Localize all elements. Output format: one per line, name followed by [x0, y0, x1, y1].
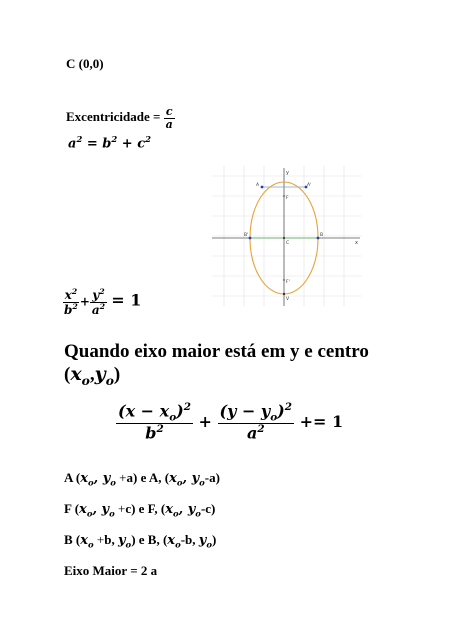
- point-b: [317, 237, 320, 240]
- exp: 2: [99, 301, 106, 311]
- label-f: F: [286, 196, 289, 201]
- sep: ,: [182, 471, 192, 486]
- label-c: C: [286, 241, 290, 246]
- sep: ,: [92, 502, 102, 517]
- text: -c): [200, 501, 216, 516]
- exp: 2: [111, 134, 118, 144]
- plus: +: [114, 501, 126, 516]
- var-x: x: [167, 533, 176, 548]
- text: c) e F, (: [125, 501, 166, 516]
- exp: 2: [71, 287, 78, 296]
- var-x: x: [70, 363, 82, 385]
- label-a: A: [256, 183, 260, 188]
- exp: 2: [72, 301, 78, 311]
- paren: ): [113, 364, 121, 385]
- sub-o: o: [169, 411, 177, 424]
- text: -b,: [180, 532, 199, 547]
- sub-o: o: [88, 477, 94, 488]
- var-x: x: [79, 502, 87, 517]
- fraction-x: [116, 402, 193, 443]
- sep: ,: [178, 502, 188, 517]
- frac-num: [90, 288, 106, 303]
- var-y: y: [94, 363, 106, 385]
- frac-num: [116, 402, 193, 424]
- section-heading: [64, 340, 369, 392]
- focus-bottom: [283, 279, 285, 281]
- points-a: [64, 470, 220, 488]
- paren: ): [277, 401, 285, 421]
- eccentricity-fraction: [164, 106, 175, 130]
- eccentricity-label: Excentricidade =: [66, 109, 161, 125]
- eq-sign: =: [86, 136, 98, 152]
- sub-o: o: [105, 372, 114, 388]
- var-b: b: [145, 423, 157, 443]
- ellipse-graph: [212, 166, 362, 306]
- text: ): [211, 532, 217, 547]
- frac-den: [90, 303, 107, 317]
- var-y: y: [117, 533, 126, 548]
- heading-line1: Quando eixo maior está em y e centro: [64, 341, 369, 362]
- exp: 2: [145, 134, 152, 144]
- var-y: y: [187, 502, 196, 517]
- plus-sign: +: [79, 294, 90, 309]
- plus-sign: +: [121, 136, 133, 152]
- sub-o: o: [270, 411, 278, 424]
- exp: 2: [76, 134, 83, 144]
- sub-o: o: [125, 539, 132, 550]
- sub-o: o: [109, 508, 115, 519]
- label-f-prime: F': [286, 280, 290, 285]
- y-axis-label: y: [286, 170, 289, 176]
- exp: 2: [99, 287, 105, 296]
- frac-den: [143, 424, 165, 442]
- frac-num: [218, 402, 294, 424]
- fraction-y: [218, 402, 294, 443]
- num-x: (x − x: [118, 401, 170, 421]
- var-y: y: [198, 533, 207, 548]
- var-a: a: [68, 136, 77, 152]
- sub-o: o: [88, 539, 94, 550]
- var-a: a: [91, 302, 100, 317]
- sub-o: o: [173, 508, 179, 519]
- text: A (: [64, 470, 81, 485]
- exp: 2: [284, 401, 292, 413]
- fraction-x-b: [62, 288, 80, 316]
- var-y: y: [92, 288, 100, 302]
- points-b: [64, 532, 216, 550]
- var-x: x: [80, 533, 89, 548]
- center-text: C (0,0): [66, 56, 104, 71]
- sub-o: o: [176, 477, 183, 488]
- origin: [283, 237, 285, 239]
- text: B (: [64, 532, 81, 547]
- paren: (: [64, 364, 71, 385]
- frac-den: [62, 303, 80, 317]
- exp: 2: [156, 423, 164, 436]
- frac-den: [245, 424, 267, 442]
- focus-top: [283, 195, 285, 197]
- var-c: c: [137, 136, 146, 152]
- plus: +: [115, 470, 127, 485]
- num-y: (y − y: [219, 401, 271, 421]
- var-x: x: [165, 502, 174, 517]
- text: a) e A, (: [126, 470, 170, 485]
- sub-o: o: [81, 372, 90, 388]
- sub-o: o: [86, 508, 93, 519]
- label-b: B: [320, 233, 324, 238]
- var-x: x: [169, 471, 177, 486]
- plus-sign: +: [198, 411, 212, 431]
- sub-o: o: [175, 539, 181, 550]
- fraction-y-a: [90, 288, 107, 316]
- point-a: [261, 186, 264, 189]
- equals-one: = 1: [111, 290, 142, 310]
- var-y: y: [191, 471, 200, 486]
- equals-one: += 1: [299, 411, 344, 431]
- var-x: x: [80, 471, 89, 486]
- pythagoras-formula: [68, 134, 151, 151]
- text: -a): [204, 470, 220, 485]
- var-x: x: [64, 288, 72, 302]
- general-equation: [116, 402, 343, 443]
- label-a-prime: A': [307, 183, 312, 188]
- exp: 2: [257, 423, 265, 436]
- point-b-prime: [249, 237, 252, 240]
- var-a: a: [246, 423, 258, 443]
- var-y: y: [101, 502, 110, 517]
- frac-num: [63, 288, 80, 303]
- vertex-bottom: [283, 293, 285, 295]
- x-axis-label: x: [355, 240, 358, 246]
- frac-num: c: [165, 105, 173, 118]
- heading-line2: [64, 363, 369, 392]
- points-f: [64, 501, 215, 519]
- var-y: y: [102, 471, 111, 486]
- paren: ): [176, 401, 184, 421]
- plus: +: [93, 532, 105, 547]
- frac-den: a: [165, 117, 173, 131]
- var-b: b: [64, 302, 73, 317]
- eccentricity-formula: [66, 106, 175, 130]
- label-b-prime: B': [244, 233, 249, 238]
- var-b: b: [102, 136, 112, 152]
- exp: 2: [183, 401, 191, 413]
- sub-o: o: [195, 508, 201, 519]
- sub-o: o: [206, 539, 212, 550]
- comma: ,: [89, 364, 95, 385]
- sub-o: o: [199, 477, 205, 488]
- text: F (: [64, 501, 80, 516]
- major-axis-text: Eixo Maior = 2 a: [64, 563, 158, 578]
- sep: ,: [93, 471, 103, 486]
- sub-o: o: [110, 477, 116, 488]
- text: b,: [104, 532, 118, 547]
- text: ) e B, (: [131, 532, 168, 547]
- standard-equation: [62, 288, 141, 316]
- label-v: V: [286, 297, 290, 302]
